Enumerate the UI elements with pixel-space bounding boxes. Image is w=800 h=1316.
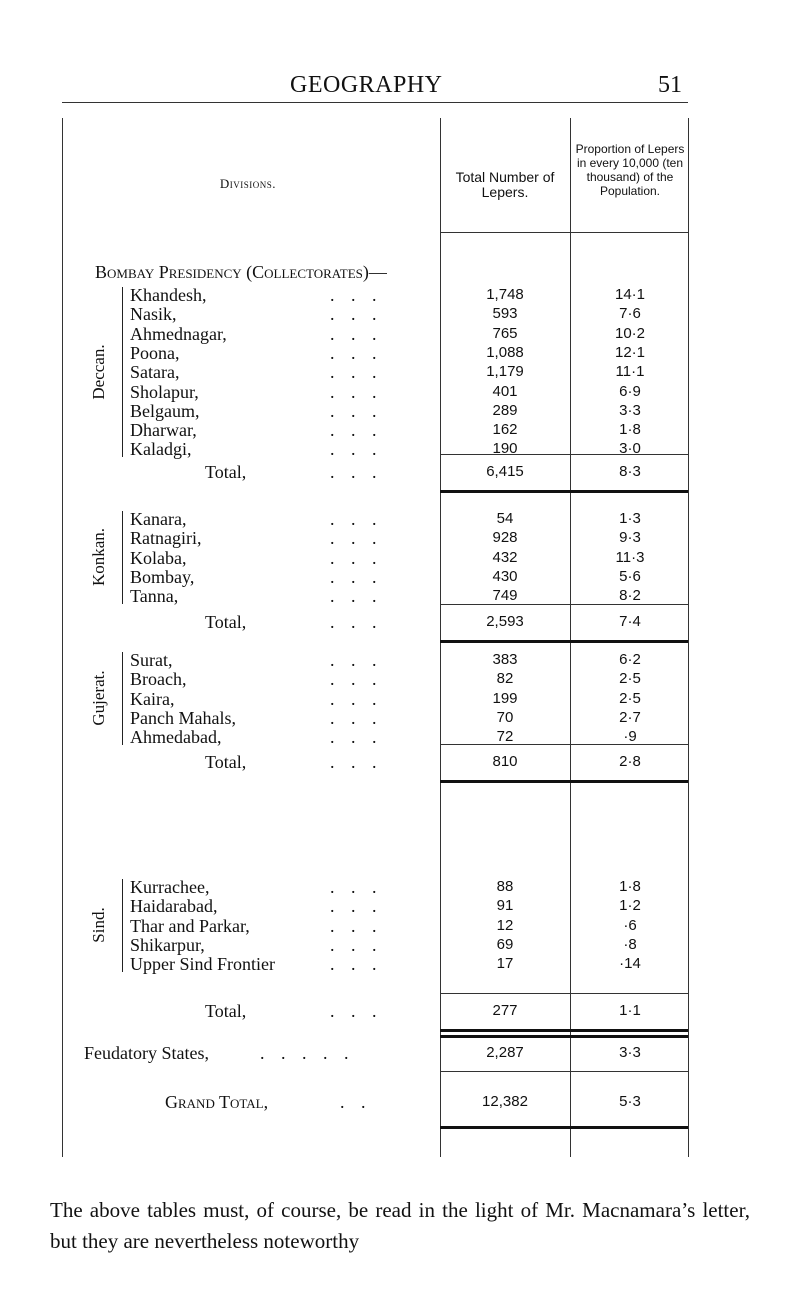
- group-brace: [122, 511, 123, 604]
- grand-total-proportion: 5·3: [619, 1093, 641, 1110]
- table-right-border: [688, 118, 689, 1157]
- leader-dots: . . .: [330, 566, 383, 587]
- row-total: 69: [496, 935, 514, 953]
- group-brace: [122, 287, 123, 457]
- rule-above-feudatory: [440, 1035, 688, 1038]
- row-proportion: ·6: [623, 916, 637, 934]
- leader-dots: . . .: [330, 528, 383, 549]
- leader-dots: . . . . .: [260, 1043, 355, 1063]
- leader-dots: . . .: [330, 420, 383, 441]
- row-proportion: ·14: [619, 955, 641, 973]
- row-name: Satara,: [130, 362, 180, 383]
- row-name: Thar and Parkar,: [130, 915, 250, 936]
- leader-dots: . . .: [330, 688, 383, 709]
- row-proportion: 8·2: [619, 587, 641, 605]
- row-proportion: 3·3: [619, 401, 641, 419]
- subtotal-rule: [440, 993, 688, 994]
- subtotal-label: Total,: [205, 752, 247, 772]
- leader-dots: . . .: [330, 612, 383, 632]
- leader-dots: . . .: [330, 1001, 383, 1021]
- leader-dots: . . .: [330, 285, 383, 305]
- leader-dots: . . .: [330, 650, 383, 670]
- row-proportion: ·8: [623, 935, 637, 953]
- body-paragraph: The above tables must, of course, be read in the light of Mr. Macnamara’s letter, but they are nevertheless noteworthy: [50, 1198, 750, 1253]
- leader-dots: . . .: [330, 362, 383, 383]
- leader-dots: . . .: [330, 304, 383, 325]
- column-divider-2: [570, 118, 571, 1157]
- row-proportion: 1·8: [619, 878, 641, 895]
- subtotal-value: 6,415: [486, 463, 524, 480]
- leader-dots: . . .: [330, 877, 383, 897]
- row-proportion: 2·7: [619, 708, 641, 726]
- page-number: 51: [658, 72, 682, 98]
- row-proportion: 3·0: [619, 440, 641, 458]
- row-name: Shikarpur,: [130, 934, 205, 955]
- row-name: Kanara,: [130, 509, 187, 529]
- row-total: 190: [492, 440, 518, 458]
- subtotal-label: Total,: [205, 462, 247, 482]
- row-proportion: 9·3: [619, 529, 641, 547]
- presidency-caption: Bombay Presidency (Collectorates)—: [95, 262, 387, 282]
- row-name: Broach,: [130, 669, 187, 690]
- row-total: 749: [492, 587, 518, 605]
- row-proportion: 2·5: [619, 689, 641, 707]
- row-name: Haidarabad,: [130, 896, 218, 917]
- row-total: 91: [496, 897, 514, 915]
- row-proportion: 5·6: [619, 567, 641, 585]
- header-proportion: Proportion of Lepers in every 10,000 (ten thousand) of the Population.: [575, 142, 685, 198]
- row-proportion: 11·1: [615, 363, 645, 381]
- row-total: 162: [492, 421, 518, 439]
- subtotal-thick-rule: [440, 490, 688, 493]
- row-total: 82: [496, 670, 514, 688]
- rule-below-grand-total: [440, 1126, 688, 1129]
- row-name: Belgaum,: [130, 400, 200, 421]
- subtotal-rule: [440, 454, 688, 455]
- group-brace: [122, 879, 123, 972]
- row-name: Bombay,: [130, 566, 195, 587]
- subtotal-proportion: 7·4: [619, 613, 641, 630]
- row-name: Ahmednagar,: [130, 323, 227, 344]
- subtotal-proportion: 8·3: [619, 463, 641, 480]
- row-total: 1,088: [486, 343, 524, 361]
- leader-dots: . . .: [330, 400, 383, 421]
- row-proportion: 6·9: [619, 382, 641, 400]
- leader-dots: . . .: [330, 342, 383, 363]
- row-total: 593: [492, 305, 518, 323]
- rule-above-grand-total: [440, 1071, 688, 1072]
- row-proportion: ·9: [623, 728, 637, 746]
- feudatory-label: Feudatory States,: [84, 1043, 209, 1063]
- header-rule-bottom: [440, 232, 688, 233]
- group-label: Deccan.: [89, 344, 108, 400]
- subtotal-value: 277: [492, 1002, 518, 1019]
- subtotal-value: 2,593: [486, 613, 524, 630]
- row-proportion: 1·8: [619, 421, 641, 439]
- row-name: Dharwar,: [130, 420, 197, 441]
- group-label: Konkan.: [89, 528, 108, 587]
- leader-dots: . . .: [330, 915, 383, 936]
- row-total: 765: [492, 324, 518, 342]
- row-total: 289: [492, 401, 518, 419]
- row-name: Poona,: [130, 342, 180, 363]
- row-proportion: 6·2: [619, 651, 641, 668]
- row-total: 928: [492, 529, 518, 547]
- row-name: Ahmedabad,: [130, 727, 222, 748]
- grand-total-label: Grand Total,: [165, 1092, 269, 1112]
- leader-dots: . . .: [330, 752, 383, 772]
- row-proportion: 1·2: [619, 897, 641, 915]
- subtotal-label: Total,: [205, 1001, 247, 1021]
- row-name: Sholapur,: [130, 381, 199, 402]
- group-label: Gujerat.: [89, 670, 108, 726]
- row-name: Ratnagiri,: [130, 528, 202, 549]
- row-name: Tanna,: [130, 586, 179, 607]
- subtotal-proportion: 1·1: [619, 1002, 641, 1019]
- row-name: Kolaba,: [130, 547, 187, 568]
- row-total: 199: [492, 689, 518, 707]
- row-total: 1,748: [486, 286, 524, 303]
- subtotal-proportion: 2·8: [619, 753, 641, 770]
- leader-dots: . . .: [330, 707, 383, 728]
- subtotal-thick-rule: [440, 640, 688, 643]
- leader-dots: . . .: [330, 586, 383, 607]
- header-divisions: Divisions.: [219, 176, 277, 191]
- row-name: Panch Mahals,: [130, 707, 236, 728]
- group-brace: [122, 652, 123, 745]
- row-name: Nasik,: [130, 304, 177, 325]
- row-name: Surat,: [130, 650, 173, 670]
- row-name: Upper Sind Frontier: [130, 954, 275, 975]
- row-total: 383: [492, 651, 518, 668]
- group-label: Sind.: [89, 907, 108, 943]
- row-total: 12: [496, 916, 514, 934]
- row-total: 401: [492, 382, 518, 400]
- subtotal-rule: [440, 604, 688, 605]
- row-proportion: 11·3: [615, 548, 645, 566]
- row-total: 72: [496, 728, 514, 746]
- leader-dots: . . .: [330, 323, 383, 344]
- row-name: Kaira,: [130, 688, 175, 709]
- row-total: 1,179: [486, 363, 524, 381]
- table-left-border: [62, 118, 63, 1157]
- leader-dots: . . .: [330, 462, 383, 482]
- leader-dots: . . .: [330, 896, 383, 917]
- leader-dots: . . .: [330, 727, 383, 748]
- leader-dots: . . .: [330, 509, 383, 529]
- row-proportion: 1·3: [619, 510, 641, 527]
- row-name: Kaladgi,: [130, 439, 192, 460]
- subtotal-value: 810: [492, 753, 518, 770]
- running-head: [0, 72, 800, 102]
- header-rule: [62, 102, 688, 103]
- row-proportion: 12·1: [614, 343, 646, 361]
- subtotal-label: Total,: [205, 612, 247, 632]
- leader-dots: . . .: [330, 669, 383, 690]
- subtotal-thick-rule: [440, 1029, 688, 1032]
- row-name: Khandesh,: [130, 285, 207, 305]
- row-proportion: 7·6: [619, 305, 641, 323]
- leader-dots: . . .: [330, 954, 383, 975]
- row-name: Kurrachee,: [130, 877, 210, 897]
- row-total: 432: [492, 548, 518, 566]
- subtotal-rule: [440, 744, 688, 745]
- row-total: 88: [496, 878, 514, 895]
- row-total: 430: [492, 567, 518, 585]
- row-total: 70: [496, 708, 514, 726]
- row-total: 17: [496, 955, 514, 973]
- grand-total-value: 12,382: [482, 1093, 528, 1110]
- leader-dots: . . .: [330, 547, 383, 568]
- leader-dots: . . .: [330, 439, 383, 460]
- running-head-title: GEOGRAPHY: [290, 72, 443, 98]
- feudatory-total: 2,287: [486, 1044, 524, 1061]
- header-total-number: Total Number of Lepers.: [455, 169, 555, 200]
- row-proportion: 10·2: [614, 324, 646, 342]
- row-total: 54: [496, 510, 514, 527]
- row-proportion: 2·5: [619, 670, 641, 688]
- leader-dots: . .: [340, 1092, 372, 1112]
- leader-dots: . . .: [330, 381, 383, 402]
- leader-dots: . . .: [330, 934, 383, 955]
- row-proportion: 14·1: [614, 286, 646, 303]
- feudatory-proportion: 3·3: [619, 1044, 641, 1061]
- subtotal-thick-rule: [440, 780, 688, 783]
